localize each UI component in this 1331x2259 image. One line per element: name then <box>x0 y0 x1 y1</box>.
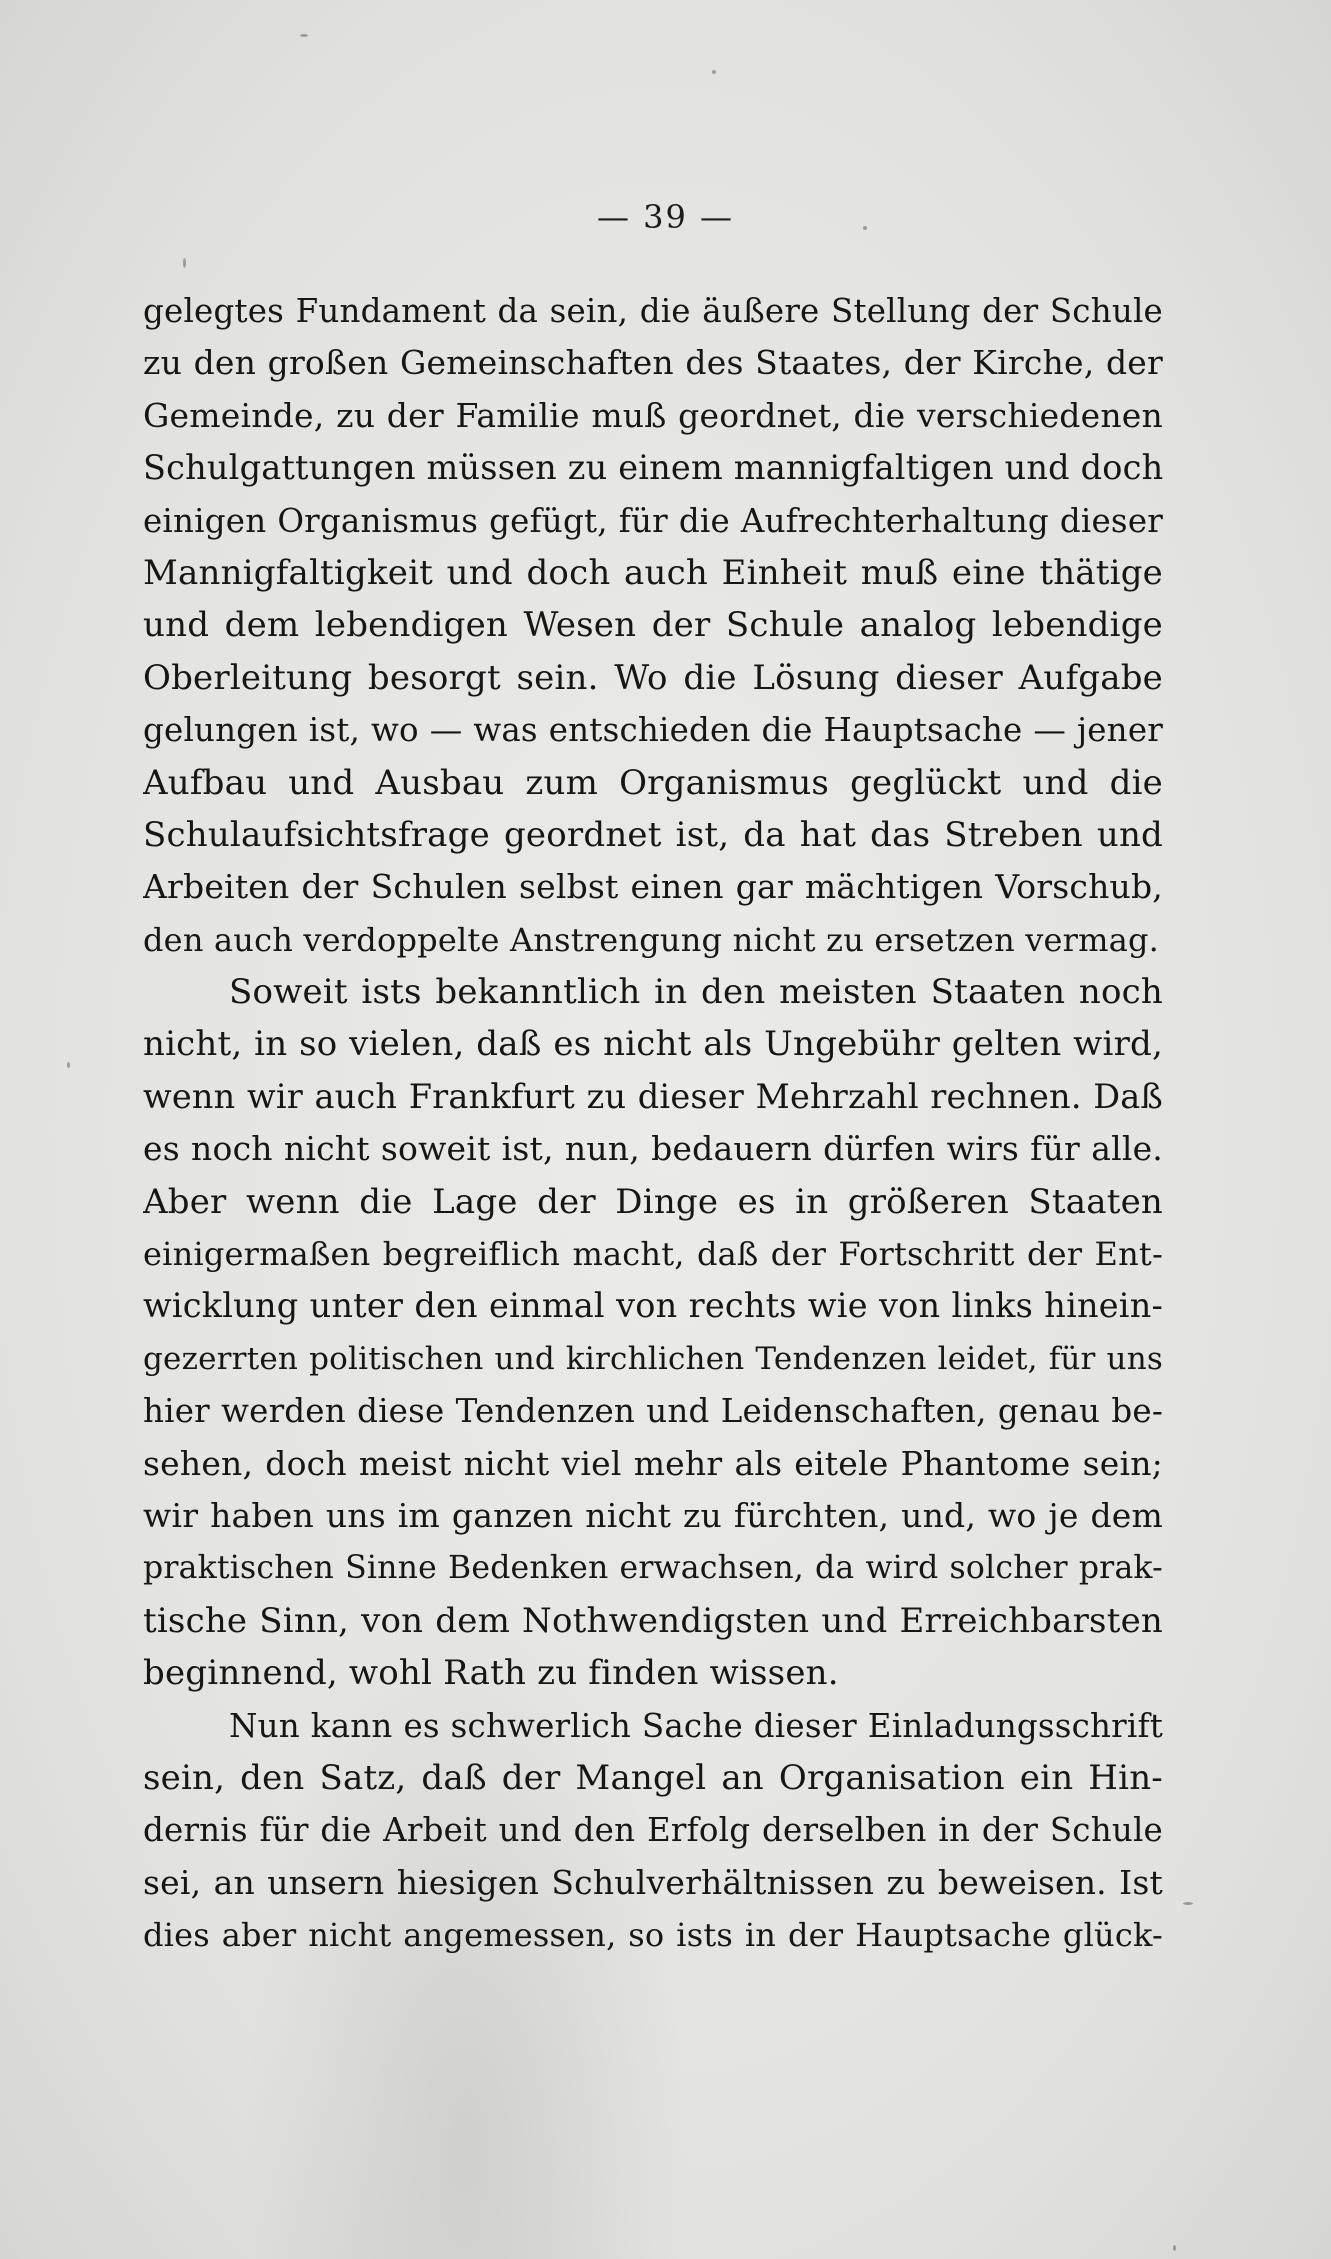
paper-speck <box>183 258 186 268</box>
paper-speck <box>300 34 308 37</box>
text-line: den auch verdoppelte Anstrengung nicht zu ersetzen vermag. <box>143 920 1160 959</box>
text-line: gelungen ist, wo — was entschieden die Hauptsache — jener <box>143 711 1163 750</box>
text-line: Schulaufsichtsfrage geordnet ist, da hat das Streben und <box>143 814 1163 855</box>
text-line: nicht, in so vielen, daß es nicht als Ungebühr gelten wird, <box>143 1024 1163 1065</box>
paragraph-start-line: Nun kann es schwerlich Sache dieser Einladungsschrift <box>229 1706 1163 1745</box>
paper-speck <box>712 70 716 74</box>
text-line: und dem lebendigen Wesen der Schule analog lebendige <box>143 605 1163 646</box>
text-line: es noch nicht soweit ist, nun, bedauern dürfen wirs für alle. <box>143 1129 1163 1169</box>
text-line: Mannigfaltigkeit und doch auch Einheit muß eine thätige <box>143 552 1163 593</box>
text-line: wicklung unter den einmal von rechts wie von links hinein- <box>143 1286 1163 1326</box>
text-line: einigermaßen begreiflich macht, daß der Fortschritt der Ent- <box>143 1235 1163 1274</box>
paper-speck <box>863 226 867 230</box>
text-line: zu den großen Gemeinschaften des Staates, der Kirche, der <box>143 343 1163 383</box>
text-line: wir haben uns im ganzen nicht zu fürchten, und, wo je dem <box>143 1495 1163 1535</box>
paper-speck <box>1183 1902 1193 1905</box>
text-line: Gemeinde, zu der Familie muß geordnet, die verschiedenen <box>143 395 1163 435</box>
text-line: Aber wenn die Lage der Dinge es in größeren Staaten <box>143 1181 1163 1222</box>
text-line: dernis für die Arbeit und den Erfolg derselben in der Schule <box>143 1811 1163 1850</box>
body-text <box>143 285 1163 1962</box>
text-line: sei, an unsern hiesigen Schulverhältnissen zu beweisen. Ist <box>143 1862 1163 1902</box>
text-line: sehen, doch meist nicht viel mehr als eitele Phantome sein; <box>143 1443 1163 1483</box>
text-line: wenn wir auch Frankfurt zu dieser Mehrzahl rechnen. Daß <box>143 1076 1163 1116</box>
text-line: Arbeiten der Schulen selbst einen gar mächtigen Vorschub, <box>143 867 1163 907</box>
text-line: dies aber nicht angemessen, so ists in der Hauptsache glück- <box>143 1916 1163 1955</box>
text-line: Oberleitung besorgt sein. Wo die Lösung dieser Aufgabe <box>143 657 1163 698</box>
text-line: hier werden diese Tendenzen und Leidenschaften, genau be- <box>143 1392 1163 1431</box>
text-line: sein, den Satz, daß der Mangel an Organisation ein Hin- <box>143 1757 1163 1798</box>
paragraph-start-line: Soweit ists bekanntlich in den meisten Staaten noch <box>229 972 1163 1013</box>
text-line: praktischen Sinne Bedenken erwachsen, da wird solcher prak- <box>143 1550 1163 1587</box>
text-line: gezerrten politischen und kirchlichen Tendenzen leidet, für uns <box>143 1340 1163 1377</box>
page-number: — 39 — <box>596 198 735 236</box>
text-line: beginnend, wohl Rath zu finden wissen. <box>143 1653 839 1694</box>
paper-speck <box>67 1062 70 1068</box>
text-line: einigen Organismus gefügt, für die Aufrechterhaltung dieser <box>143 501 1163 540</box>
paper-speck <box>1173 2245 1176 2251</box>
text-line: Schulgattungen müssen zu einem mannigfaltigen und doch <box>143 448 1163 488</box>
text-line: tische Sinn, von dem Nothwendigsten und Erreichbarsten <box>143 1600 1163 1641</box>
text-line: Aufbau und Ausbau zum Organismus geglückt und die <box>143 762 1163 803</box>
text-line: gelegtes Fundament da sein, die äußere Stellung der Schule <box>143 292 1163 330</box>
